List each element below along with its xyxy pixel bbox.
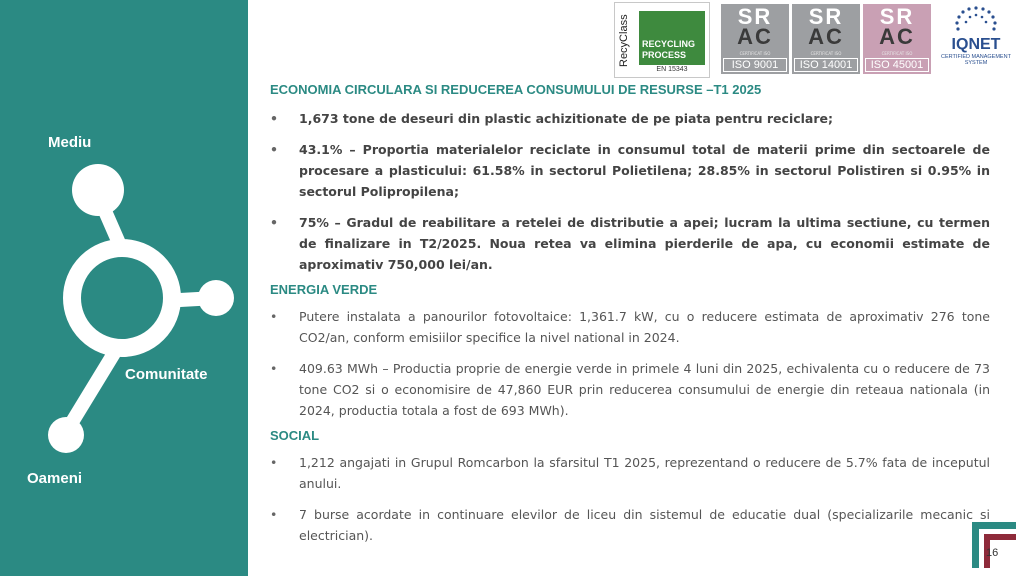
list-item-text: 1,673 tone de deseuri din plastic achizitionate de pe piata pentru reciclare; [299,111,833,126]
badge-iso-code: ISO 45001 [865,58,929,72]
iqnet-name: IQNET [951,36,1001,53]
list-item-text: 1,212 angajati in Grupul Romcarbon la sfarsitul T1 2025, reprezentand o reducere de 5.7% fata de inceputul anului. [299,455,990,491]
badge-small-text: CERTIFICAT ISO [881,51,913,56]
bullet-glyph: • [270,215,278,230]
badge-ac: AC [808,24,844,49]
list-item-text: 43.1% – Proportia materialelor reciclate in consumul total de materii prime din sectoarele de procesare a plasticului: 61.58% in sectorul Polietilena; 28.85% in sectorul Polistiren si 0.95% in sectorul Polipropilena; [299,142,990,199]
sidebar-panel [0,0,248,576]
energia-list [270,306,990,421]
recyclass-vertical-text: RecyClass [618,14,630,68]
main-content [270,82,990,546]
bullet-glyph: • [270,361,278,376]
badge-small-text: CERTIFICAT ISO [739,51,771,56]
list-item [270,108,990,129]
label-comunitate: Comunitate [125,366,208,383]
bullet-glyph: • [270,455,278,470]
list-item-text: 75% – Gradul de reabilitare a retelei de distributie a apei; lucram la ultima sectiune, cu termen de finalizare in T2/2025. Noua retea va elimina pierderile de apa, cu economii estimate de aproximativ 750,000 lei/an. [299,215,990,272]
list-item [270,358,990,421]
economia-list [270,108,990,275]
list-item [270,504,990,546]
list-item [270,452,990,494]
company-logo-icon [970,520,1018,570]
badge-small-text: CERTIFICAT ISO [810,51,842,56]
bullet-glyph: • [270,142,278,157]
bullet-glyph: • [270,111,278,126]
iso-14001-badge [792,4,860,74]
list-item-text: 7 burse acordate in continuare elevilor de liceu din sistemul de educatie dual (specializarile mecanic si electrician). [299,507,990,543]
section-heading-economia: ECONOMIA CIRCULARA SI REDUCEREA CONSUMULUI DE RESURSE –T1 2025 [270,82,762,97]
certification-logos [614,2,1014,78]
label-oameni: Oameni [27,470,83,487]
list-item [270,212,990,275]
iqnet-badge [938,2,1014,78]
badge-sr: SR [879,4,915,29]
bullet-glyph: • [270,507,278,522]
list-item [270,306,990,348]
recycling-process-label: RECYCLING PROCESS [639,11,705,65]
page-number: 16 [986,547,999,559]
section-heading-social: SOCIAL [270,428,320,443]
badge-ac: AC [879,24,915,49]
badge-sr: SR [737,4,773,29]
iqnet-subtitle: CERTIFIED MANAGEMENT SYSTEM [941,54,1011,66]
network-graphic [0,0,248,576]
badge-sr: SR [808,4,844,29]
recyclass-standard: EN 15343 [656,66,688,73]
iso-9001-badge [721,4,789,74]
recyclass-badge [614,2,710,78]
badge-iso-code: ISO 9001 [723,58,787,72]
list-item [270,139,990,202]
label-mediu: Mediu [48,134,92,151]
list-item-text: Putere instalata a panourilor fotovoltaice: 1,361.7 kW, cu o reducere estimata de aproximativ 276 tone CO2/an, conform emisiilor specifice la nivel national in 2024. [299,309,990,345]
badge-ac: AC [737,24,773,49]
bullet-glyph: • [270,309,278,324]
iso-45001-badge [863,4,931,74]
iqnet-globe-icon [938,2,1014,38]
social-list [270,452,990,546]
badge-iso-code: ISO 14001 [794,58,858,72]
section-heading-energia: ENERGIA VERDE [270,282,378,297]
list-item-text: 409.63 MWh – Productia proprie de energie verde in primele 4 luni din 2025, echivalenta cu o reducere de 73 tone CO2 si o economisire de 47,860 EUR prin reducerea consumului de energie din reteaua nationala (in 2024, productia totala a fost de 693 MWh). [299,361,990,418]
